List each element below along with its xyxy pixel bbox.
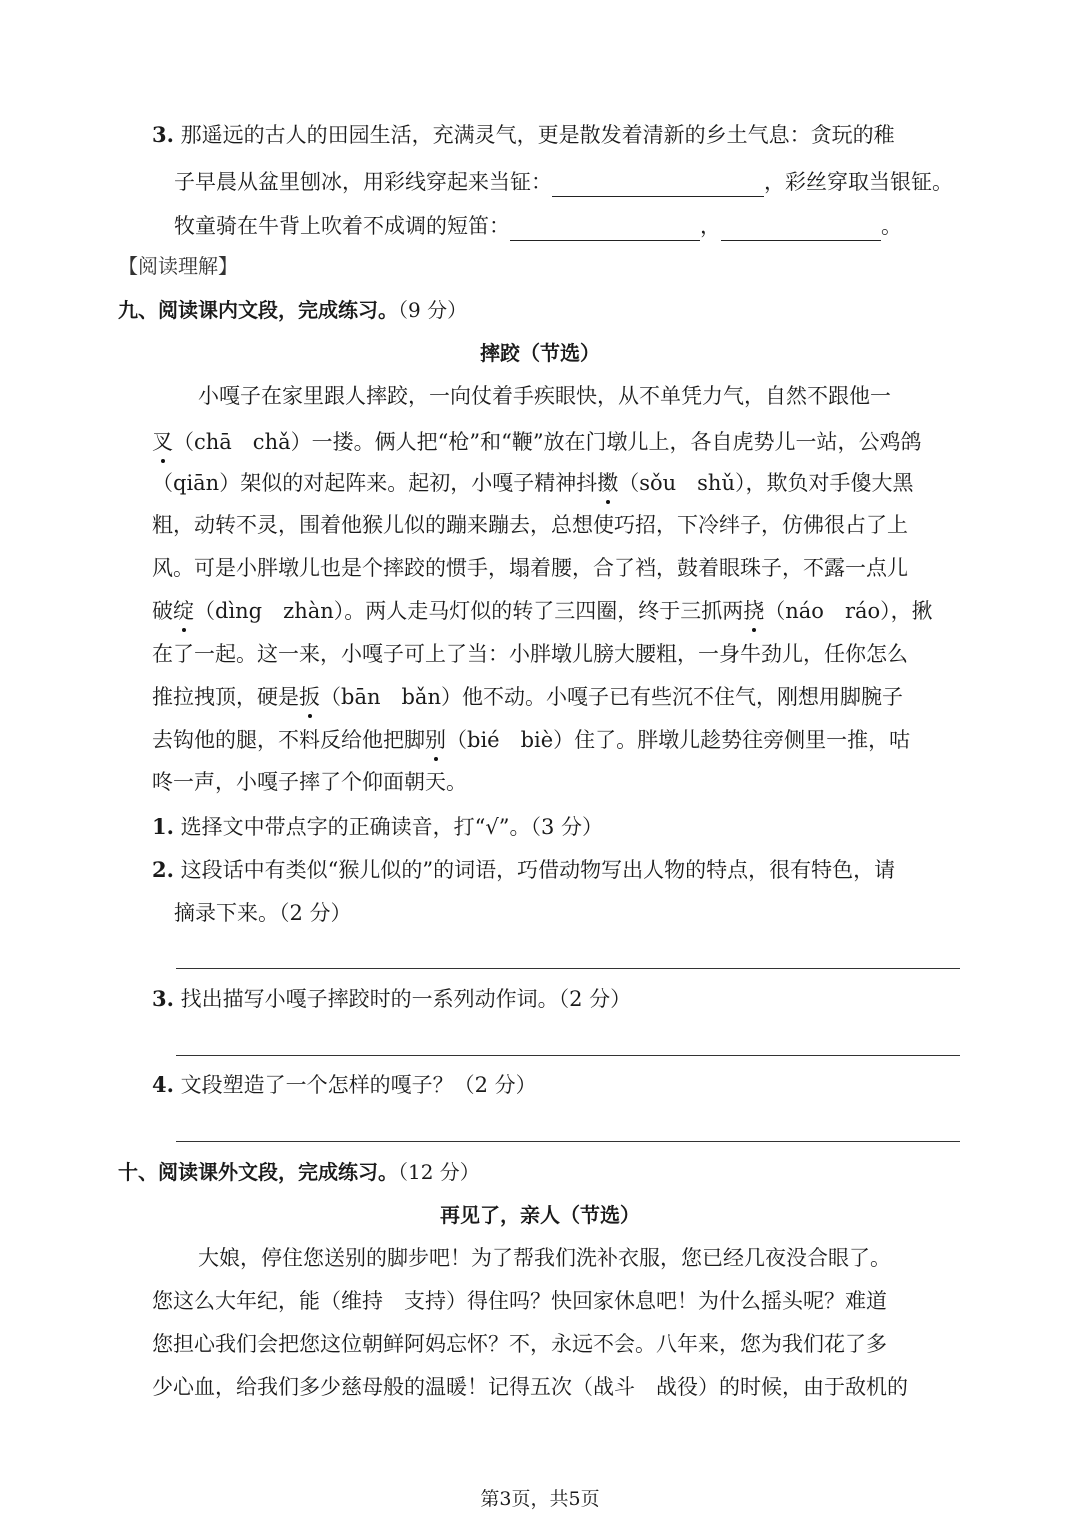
q9-1-number: 1. — [152, 814, 174, 839]
q9-4 — [152, 1070, 537, 1100]
p9-line-9-b: （bié biè）住了。胖墩儿趁势往旁侧里一推，咕 — [446, 728, 911, 752]
p9-line-3 — [152, 468, 913, 498]
p9-line-2 — [152, 427, 922, 457]
q8-3-text-3c: 。 — [881, 214, 902, 238]
q9-2-text-b: 摘录下来。（2 分） — [174, 901, 352, 925]
p9-line-9-a: 去钩他的腿，不料反给他把脚 — [152, 728, 425, 752]
p9-line-3-a: （qiān）架似的对起阵来。起初，小嘎子精神抖 — [152, 471, 598, 495]
dotted-char-sou: 擞 — [597, 468, 618, 498]
p9-line-6-d: （náo ráo），揪 — [764, 599, 933, 623]
p9-line-6 — [152, 596, 933, 626]
category-label: 【阅读理解】 — [118, 254, 238, 278]
q9-2-text-a: 这段话中有类似“猴儿似的”的词语，巧借动物写出人物的特点，很有特色，请 — [180, 858, 896, 882]
answer-line-q9-4[interactable] — [176, 1141, 960, 1142]
p9-line-6-a: 破 — [152, 599, 173, 623]
answer-line-q9-2[interactable] — [176, 968, 960, 969]
passage-9-title: 摔跤（节选） — [480, 341, 600, 365]
p9-line-7: 在了一起。这一来，小嘎子可上了当：小胖墩儿膀大腰粗，一身牛劲儿，任你怎么 — [152, 642, 908, 666]
q9-4-number: 4. — [152, 1072, 174, 1097]
q8-3-text-1: 那遥远的古人的田园生活，充满灵气，更是散发着清新的乡土气息：贪玩的稚 — [180, 123, 895, 147]
p9-line-9 — [152, 725, 910, 755]
q9-3-text: 找出描写小嘎子摔跤时的一系列动作词。（2 分） — [180, 987, 632, 1011]
p9-line-2-text: （chā chǎ）一搂。俩人把“枪”和“鞭”放在门墩儿上，各自虎势儿一站，公鸡鸽 — [173, 430, 922, 454]
p10-line-4: 少心血，给我们多少慈母般的温暖！记得五次（战斗 战役）的时候，由于敌机的 — [152, 1375, 908, 1399]
q9-3 — [152, 984, 631, 1014]
dotted-char-bie: 别 — [425, 725, 446, 755]
section-10-heading — [118, 1157, 480, 1187]
dotted-char-ban: 扳 — [299, 682, 320, 712]
answer-blank-2[interactable] — [510, 218, 700, 241]
dotted-char-zhan: 绽 — [173, 596, 194, 626]
p9-line-8-a: 推拉拽顶，硬是 — [152, 685, 299, 709]
section-10-title: 十、阅读课外文段，完成练习。 — [118, 1160, 398, 1184]
q8-3-text-3b: ， — [700, 214, 721, 238]
page-footer: 第3页，共5页 — [480, 1488, 600, 1510]
q9-3-number: 3. — [152, 986, 174, 1011]
q9-2 — [152, 855, 895, 885]
section-9-heading — [118, 295, 467, 325]
q9-1 — [152, 812, 603, 842]
q8-3-line-3 — [174, 211, 902, 241]
q8-3-text-2b: ，彩丝穿取当银钲。 — [764, 170, 953, 194]
section-9-title: 九、阅读课内文段，完成练习。 — [118, 298, 398, 322]
p10-line-2: 您这么大年纪，能（维持 支持）得住吗？快回家休息吧！为什么摇头呢？难道 — [152, 1289, 887, 1313]
answer-blank-1[interactable] — [552, 174, 764, 197]
p9-line-8-b: （bān bǎn）他不动。小嘎子已有些沉不住气，刚想用脚腕子 — [320, 685, 903, 709]
q9-1-text: 选择文中带点字的正确读音，打“√”。（3 分） — [180, 815, 604, 839]
section-9-score: （9 分） — [398, 298, 468, 322]
p9-line-5: 风。可是小胖墩儿也是个摔跤的惯手，塌着腰，合了裆，鼓着眼珠子，不露一点儿 — [152, 556, 908, 580]
q9-4-text: 文段塑造了一个怎样的嘎子？（2 分） — [180, 1073, 537, 1097]
p9-line-4: 粗，动转不灵，围着他猴儿似的蹦来蹦去，总想使巧招，下冷绊子，仿佛很占了上 — [152, 513, 908, 537]
answer-line-q9-3[interactable] — [176, 1055, 960, 1056]
dotted-char-nao: 挠 — [743, 596, 764, 626]
passage-10-title: 再见了，亲人（节选） — [440, 1203, 640, 1227]
q8-3-text-2a: 子早晨从盆里刨冰，用彩线穿起来当钲： — [174, 170, 552, 194]
section-10-score: （12 分） — [398, 1160, 480, 1184]
q8-3-text-3a: 牧童骑在牛背上吹着不成调的短笛： — [174, 214, 510, 238]
q8-3-number: 3. — [152, 122, 174, 147]
p10-line-1: 大娘，停住您送别的脚步吧！为了帮我们洗补衣服，您已经几夜没合眼了。 — [198, 1246, 891, 1270]
q8-3-line-1 — [152, 120, 895, 150]
p9-line-8 — [152, 682, 903, 712]
p9-line-1: 小嘎子在家里跟人摔跤，一向仗着手疾眼快，从不单凭力气，自然不跟他一 — [198, 384, 891, 408]
dotted-char-cha: 叉 — [152, 427, 173, 457]
p9-line-6-b: （dìng zhàn）。两人走马灯似的转了三四圈，终于三抓两 — [194, 599, 744, 623]
p10-line-3: 您担心我们会把您这位朝鲜阿妈忘怀？不，永远不会。八年来，您为我们花了多 — [152, 1332, 887, 1356]
q9-2-number: 2. — [152, 857, 174, 882]
answer-blank-3[interactable] — [721, 218, 881, 241]
q8-3-line-2 — [174, 167, 953, 197]
p9-line-10: 咚一声，小嘎子摔了个仰面朝天。 — [152, 770, 467, 794]
p9-line-3-b: （sǒu shǔ），欺负对手傻大黑 — [618, 471, 914, 495]
